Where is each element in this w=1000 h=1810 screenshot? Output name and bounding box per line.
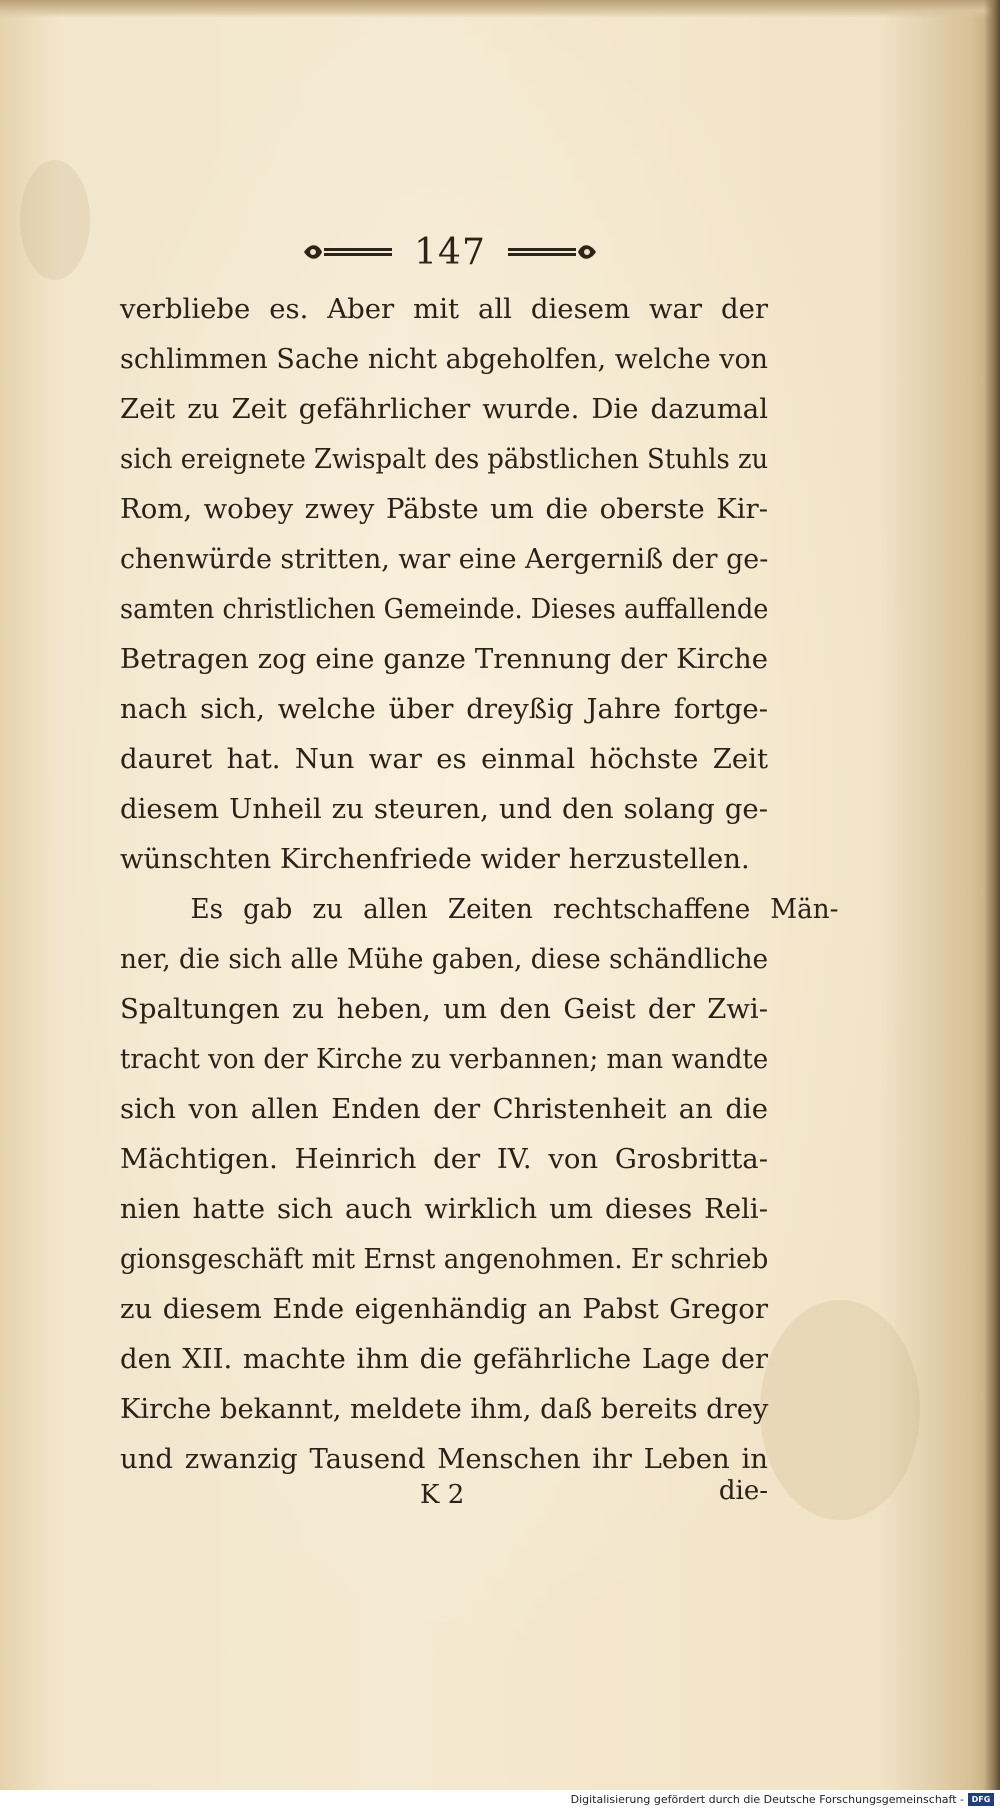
text-line: nach sich, welche über dreyßig Jahre fortge- — [120, 693, 768, 725]
text-line: zu diesem Ende eigenhändig an Pabst Gregor — [120, 1293, 768, 1325]
page-number: 147 — [414, 231, 486, 273]
text-line: chenwürde stritten, war eine Aergerniß der ge- — [120, 543, 769, 575]
text-line: Mächtigen. Heinrich der IV. von Grosbritta- — [120, 1143, 768, 1175]
text-line: sich ereignete Zwispalt des päbstlichen Stuhls zu — [120, 443, 769, 475]
text-line: Es gab zu allen Zeiten rechtschaffene Män- — [190, 893, 839, 925]
catchword: die- — [718, 1476, 768, 1506]
text-line: Spaltungen zu heben, um den Geist der Zwi- — [120, 993, 768, 1025]
paper-stain — [760, 1300, 920, 1520]
text-line: den XII. machte ihm die gefährliche Lage der — [120, 1343, 768, 1375]
text-line: sich von allen Enden der Christenheit an die — [120, 1093, 768, 1125]
text-line: Rom, wobey zwey Päbste um die oberste Kir- — [120, 493, 768, 525]
page-footer — [120, 1476, 768, 1526]
text-line: Zeit zu Zeit gefährlicher wurde. Die dazumal — [120, 393, 768, 425]
ornament-icon — [300, 239, 396, 265]
page-right-edge — [984, 0, 1000, 1790]
paper-stain — [20, 160, 90, 280]
text-line: verbliebe es. Aber mit all diesem war der — [120, 293, 768, 325]
text-line: schlimmen Sache nicht abgeholfen, welche von — [120, 343, 769, 375]
text-line: tracht von der Kirche zu verbannen; man wandte — [120, 1043, 769, 1075]
text-line: samten christlichen Gemeinde. Dieses auffallende — [120, 593, 769, 625]
text-line: dauret hat. Nun war es einmal höchste Zeit — [120, 743, 768, 775]
page-header — [300, 232, 600, 272]
ornament-icon — [504, 239, 600, 265]
text-line: gionsgeschäft mit Ernst angenohmen. Er schrieb — [120, 1243, 769, 1275]
text-line: nien hatte sich auch wirklich um dieses Reli- — [120, 1193, 768, 1225]
text-line: und zwanzig Tausend Menschen ihr Leben in — [120, 1443, 768, 1475]
signature-mark: K 2 — [420, 1480, 465, 1510]
page-top-edge — [0, 0, 1000, 18]
text-line: diesem Unheil zu steuren, und den solang ge- — [120, 793, 768, 825]
credit-bar — [0, 1790, 1000, 1810]
body-text — [120, 284, 839, 1484]
text-line: Betragen zog eine ganze Trennung der Kirche — [120, 643, 768, 675]
text-line: wünschten Kirchenfriede wider herzustellen. — [120, 843, 750, 875]
credit-text: Digitalisierung gefördert durch die Deutsche Forschungsgemeinschaft - — [570, 1793, 964, 1806]
text-line: ner, die sich alle Mühe gaben, diese schändliche — [120, 943, 769, 975]
text-line: Kirche bekannt, meldete ihm, daß bereits drey — [120, 1393, 769, 1425]
dfg-logo: DFG — [968, 1793, 994, 1806]
